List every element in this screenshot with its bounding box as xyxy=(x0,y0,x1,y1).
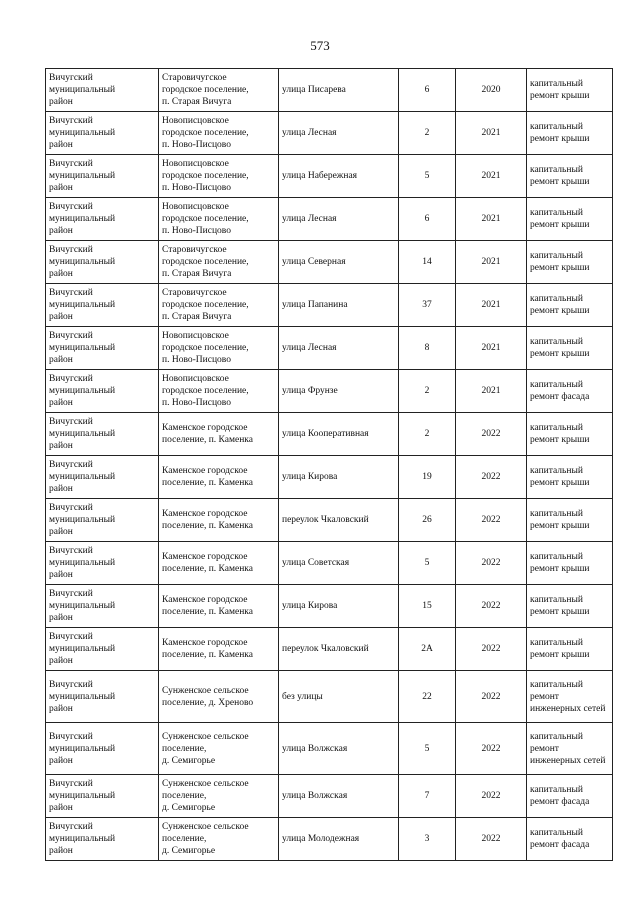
street-cell: переулок Чкаловский xyxy=(279,628,399,671)
street-cell: без улицы xyxy=(279,671,399,723)
table-row xyxy=(46,818,613,861)
house-number-cell: 15 xyxy=(399,585,456,628)
work-type-cell: капитальный ремонт крыши xyxy=(527,456,613,499)
year-cell: 2022 xyxy=(456,818,527,861)
house-number-cell: 6 xyxy=(399,198,456,241)
house-number-cell: 6 xyxy=(399,69,456,112)
work-type-cell: капитальный ремонт крыши xyxy=(527,69,613,112)
year-cell: 2021 xyxy=(456,241,527,284)
house-number-cell: 2 xyxy=(399,370,456,413)
street-cell: улица Кирова xyxy=(279,585,399,628)
street-cell: улица Волжская xyxy=(279,775,399,818)
year-cell: 2021 xyxy=(456,327,527,370)
settlement-cell: Новописцовское городское поселение, п. Ново-Писцово xyxy=(159,198,279,241)
house-number-cell: 5 xyxy=(399,155,456,198)
house-number-cell: 5 xyxy=(399,542,456,585)
year-cell: 2021 xyxy=(456,112,527,155)
street-cell: улица Кирова xyxy=(279,456,399,499)
table-row xyxy=(46,198,613,241)
settlement-cell: Каменское городское поселение, п. Каменка xyxy=(159,456,279,499)
district-cell: Вичугский муниципальный район xyxy=(46,818,159,861)
street-cell: переулок Чкаловский xyxy=(279,499,399,542)
house-number-cell: 14 xyxy=(399,241,456,284)
district-cell: Вичугский муниципальный район xyxy=(46,112,159,155)
house-number-cell: 2 xyxy=(399,413,456,456)
settlement-cell: Каменское городское поселение, п. Каменка xyxy=(159,628,279,671)
table-row xyxy=(46,456,613,499)
work-type-cell: капитальный ремонт фасада xyxy=(527,775,613,818)
house-number-cell: 2 xyxy=(399,112,456,155)
table-row xyxy=(46,112,613,155)
work-type-cell: капитальный ремонт инженерных сетей xyxy=(527,671,613,723)
street-cell: улица Писарева xyxy=(279,69,399,112)
work-type-cell: капитальный ремонт инженерных сетей xyxy=(527,723,613,775)
table-row xyxy=(46,69,613,112)
street-cell: улица Лесная xyxy=(279,198,399,241)
street-cell: улица Лесная xyxy=(279,327,399,370)
table-row xyxy=(46,585,613,628)
year-cell: 2022 xyxy=(456,413,527,456)
district-cell: Вичугский муниципальный район xyxy=(46,671,159,723)
year-cell: 2021 xyxy=(456,155,527,198)
year-cell: 2021 xyxy=(456,198,527,241)
table-body xyxy=(46,69,613,861)
district-cell: Вичугский муниципальный район xyxy=(46,775,159,818)
work-type-cell: капитальный ремонт крыши xyxy=(527,155,613,198)
year-cell: 2022 xyxy=(456,456,527,499)
settlement-cell: Старовичугское городское поселение, п. Старая Вичуга xyxy=(159,69,279,112)
house-number-cell: 8 xyxy=(399,327,456,370)
street-cell: улица Молодежная xyxy=(279,818,399,861)
work-type-cell: капитальный ремонт крыши xyxy=(527,327,613,370)
house-number-cell: 22 xyxy=(399,671,456,723)
table-row xyxy=(46,723,613,775)
table-row xyxy=(46,499,613,542)
house-number-cell: 3 xyxy=(399,818,456,861)
year-cell: 2022 xyxy=(456,723,527,775)
street-cell: улица Кооперативная xyxy=(279,413,399,456)
house-number-cell: 5 xyxy=(399,723,456,775)
table-row xyxy=(46,628,613,671)
work-type-cell: капитальный ремонт крыши xyxy=(527,112,613,155)
district-cell: Вичугский муниципальный район xyxy=(46,284,159,327)
work-type-cell: капитальный ремонт крыши xyxy=(527,413,613,456)
settlement-cell: Старовичугское городское поселение, п. Старая Вичуга xyxy=(159,241,279,284)
house-number-cell: 7 xyxy=(399,775,456,818)
table-row xyxy=(46,413,613,456)
district-cell: Вичугский муниципальный район xyxy=(46,413,159,456)
page-number: 573 xyxy=(310,38,330,53)
year-cell: 2022 xyxy=(456,775,527,818)
settlement-cell: Новописцовское городское поселение, п. Ново-Писцово xyxy=(159,370,279,413)
year-cell: 2022 xyxy=(456,585,527,628)
settlement-cell: Каменское городское поселение, п. Каменка xyxy=(159,585,279,628)
house-number-cell: 37 xyxy=(399,284,456,327)
table-row xyxy=(46,284,613,327)
housing-repair-table xyxy=(45,68,613,861)
year-cell: 2022 xyxy=(456,542,527,585)
year-cell: 2022 xyxy=(456,671,527,723)
work-type-cell: капитальный ремонт крыши xyxy=(527,585,613,628)
district-cell: Вичугский муниципальный район xyxy=(46,723,159,775)
table-row xyxy=(46,155,613,198)
house-number-cell: 26 xyxy=(399,499,456,542)
district-cell: Вичугский муниципальный район xyxy=(46,69,159,112)
street-cell: улица Северная xyxy=(279,241,399,284)
table-row xyxy=(46,370,613,413)
settlement-cell: Новописцовское городское поселение, п. Ново-Писцово xyxy=(159,327,279,370)
table-row xyxy=(46,327,613,370)
district-cell: Вичугский муниципальный район xyxy=(46,198,159,241)
work-type-cell: капитальный ремонт крыши xyxy=(527,241,613,284)
street-cell: улица Набережная xyxy=(279,155,399,198)
settlement-cell: Новописцовское городское поселение, п. Ново-Писцово xyxy=(159,155,279,198)
work-type-cell: капитальный ремонт крыши xyxy=(527,628,613,671)
street-cell: улица Советская xyxy=(279,542,399,585)
district-cell: Вичугский муниципальный район xyxy=(46,542,159,585)
year-cell: 2021 xyxy=(456,284,527,327)
settlement-cell: Каменское городское поселение, п. Каменка xyxy=(159,542,279,585)
street-cell: улица Папанина xyxy=(279,284,399,327)
settlement-cell: Новописцовское городское поселение, п. Ново-Писцово xyxy=(159,112,279,155)
table-row xyxy=(46,775,613,818)
settlement-cell: Сунженское сельское поселение, д. Семигорье xyxy=(159,818,279,861)
street-cell: улица Волжская xyxy=(279,723,399,775)
district-cell: Вичугский муниципальный район xyxy=(46,327,159,370)
street-cell: улица Лесная xyxy=(279,112,399,155)
year-cell: 2021 xyxy=(456,370,527,413)
table-row xyxy=(46,542,613,585)
district-cell: Вичугский муниципальный район xyxy=(46,241,159,284)
settlement-cell: Каменское городское поселение, п. Каменка xyxy=(159,413,279,456)
work-type-cell: капитальный ремонт крыши xyxy=(527,542,613,585)
house-number-cell: 19 xyxy=(399,456,456,499)
year-cell: 2020 xyxy=(456,69,527,112)
house-number-cell: 2А xyxy=(399,628,456,671)
district-cell: Вичугский муниципальный район xyxy=(46,155,159,198)
district-cell: Вичугский муниципальный район xyxy=(46,499,159,542)
year-cell: 2022 xyxy=(456,628,527,671)
work-type-cell: капитальный ремонт крыши xyxy=(527,198,613,241)
settlement-cell: Каменское городское поселение, п. Каменка xyxy=(159,499,279,542)
work-type-cell: капитальный ремонт крыши xyxy=(527,284,613,327)
settlement-cell: Старовичугское городское поселение, п. Старая Вичуга xyxy=(159,284,279,327)
year-cell: 2022 xyxy=(456,499,527,542)
settlement-cell: Сунженское сельское поселение, д. Семигорье xyxy=(159,775,279,818)
settlement-cell: Сунженское сельское поселение, д. Хреново xyxy=(159,671,279,723)
district-cell: Вичугский муниципальный район xyxy=(46,370,159,413)
district-cell: Вичугский муниципальный район xyxy=(46,585,159,628)
table-row xyxy=(46,671,613,723)
street-cell: улица Фрунзе xyxy=(279,370,399,413)
work-type-cell: капитальный ремонт крыши xyxy=(527,499,613,542)
district-cell: Вичугский муниципальный район xyxy=(46,628,159,671)
table-row xyxy=(46,241,613,284)
settlement-cell: Сунженское сельское поселение, д. Семигорье xyxy=(159,723,279,775)
work-type-cell: капитальный ремонт фасада xyxy=(527,818,613,861)
district-cell: Вичугский муниципальный район xyxy=(46,456,159,499)
work-type-cell: капитальный ремонт фасада xyxy=(527,370,613,413)
